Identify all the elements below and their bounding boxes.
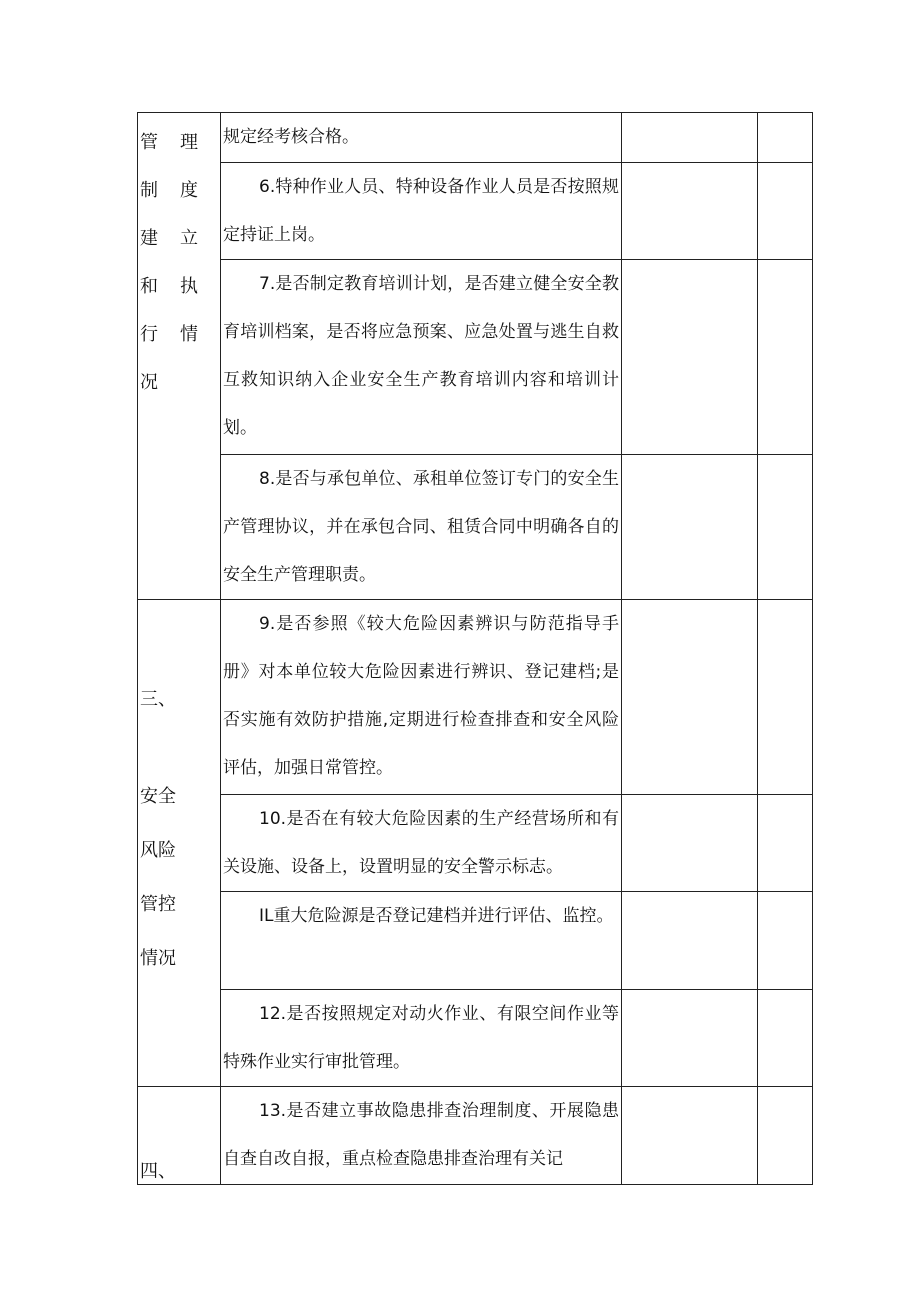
result-cell: [622, 795, 758, 892]
category-line: 管控: [140, 894, 176, 915]
category-line: 况: [140, 372, 158, 393]
check-item-text: 8.是否与承包单位、承租单位签订专门的安全生产管理协议，并在承包合同、租赁合同中明确各自的安全生产管理职责。: [223, 469, 619, 585]
remark-cell: [758, 260, 813, 455]
check-item-text: 10.是否在有较大危险因素的生产经营场所和有关设施、设备上，设置明显的安全警示标志。: [223, 809, 619, 877]
item-cell: [221, 990, 622, 1087]
table-row: [138, 260, 813, 455]
category-line: 安全: [140, 786, 176, 807]
item-cell: [221, 163, 622, 260]
category-line: 四、: [140, 1161, 176, 1182]
result-cell: [622, 163, 758, 260]
table-row: [138, 990, 813, 1087]
item-cell: [221, 113, 622, 163]
remark-cell: [758, 163, 813, 260]
category-line: 风险: [140, 840, 176, 861]
item-cell: [221, 260, 622, 455]
check-item-text: 规定经考核合格。: [223, 127, 359, 147]
check-item-text: 9.是否参照《较大危险因素辨识与防范指导手册》对本单位较大危险因素进行辨识、登记建档;是否实施有效防护措施,定期进行检查排查和安全风险评估，加强日常管控。: [223, 614, 619, 778]
item-cell: [221, 795, 622, 892]
inspection-table: [137, 112, 813, 1185]
category-line: 行情: [140, 324, 220, 345]
category-line: 和执: [140, 276, 220, 297]
check-item-text: 13.是否建立事故隐患排查治理制度、开展隐患自查自改自报，重点检查隐患排查治理有关记: [223, 1101, 619, 1169]
table-row: [138, 892, 813, 990]
result-cell: [622, 113, 758, 163]
table-row: [138, 163, 813, 260]
category-line: 情况: [140, 948, 176, 969]
result-cell: [622, 600, 758, 795]
category-line: 制度: [140, 180, 220, 201]
table-row: [138, 795, 813, 892]
remark-cell: [758, 795, 813, 892]
check-item-text: 6.特种作业人员、特种设备作业人员是否按照规定持证上岗。: [223, 177, 619, 245]
remark-cell: [758, 990, 813, 1087]
category-cell: [138, 113, 221, 600]
category-cell: [138, 600, 221, 1087]
table-row: [138, 455, 813, 600]
result-cell: [622, 1087, 758, 1185]
category-cell: [138, 1087, 221, 1185]
check-item-text: 12.是否按照规定对动火作业、有限空间作业等特殊作业实行审批管理。: [223, 1004, 619, 1072]
remark-cell: [758, 455, 813, 600]
remark-cell: [758, 600, 813, 795]
check-item-text: IL重大危险源是否登记建档并进行评估、监控。: [259, 906, 614, 926]
category-line: 管理: [140, 132, 220, 153]
result-cell: [622, 455, 758, 600]
remark-cell: [758, 892, 813, 990]
category-line: 三、: [140, 689, 176, 710]
item-cell: [221, 892, 622, 990]
remark-cell: [758, 1087, 813, 1185]
category-line: 建立: [140, 228, 220, 249]
result-cell: [622, 990, 758, 1087]
item-cell: [221, 455, 622, 600]
check-item-text: 7.是否制定教育培训计划，是否建立健全安全教育培训档案，是否将应急预案、应急处置与逃生自救互救知识纳入企业安全生产教育培训内容和培训计划。: [223, 274, 619, 438]
item-cell: [221, 1087, 622, 1185]
item-cell: [221, 600, 622, 795]
result-cell: [622, 260, 758, 455]
table-row: [138, 600, 813, 795]
remark-cell: [758, 113, 813, 163]
table-row: [138, 1087, 813, 1185]
result-cell: [622, 892, 758, 990]
table-row: [138, 113, 813, 163]
